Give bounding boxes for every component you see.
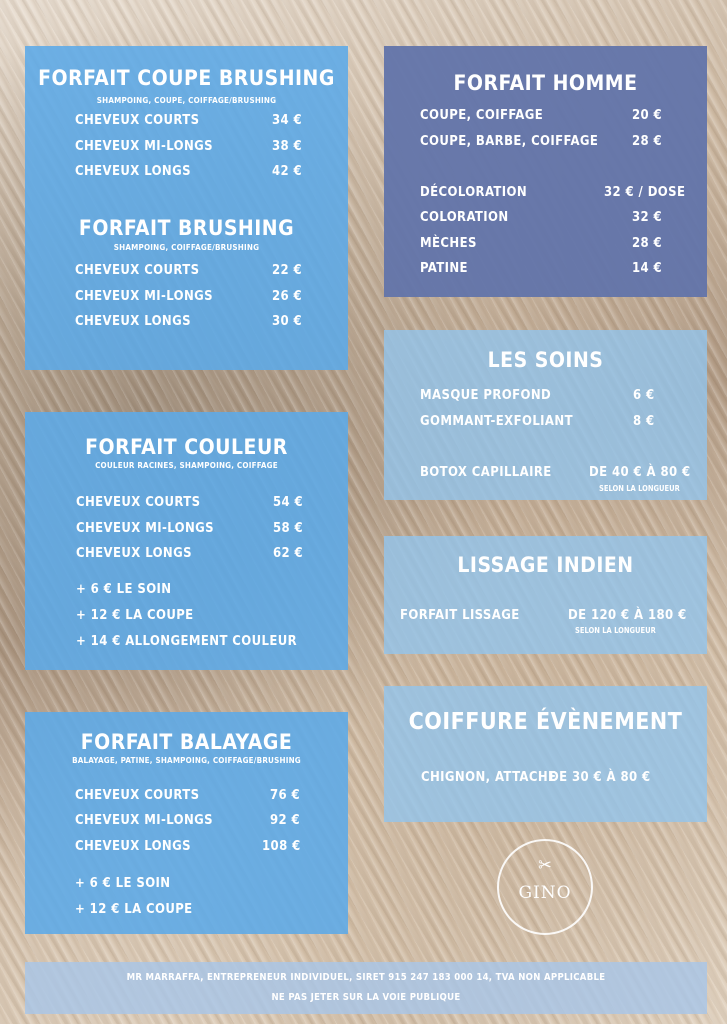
- price-value: 26 €: [272, 289, 303, 304]
- balayage-panel: [25, 712, 348, 934]
- price-label: CHEVEUX COURTS: [75, 113, 200, 128]
- extra-option: + 12 € LA COUPE: [76, 608, 194, 623]
- extra-option: + 6 € LE SOIN: [75, 876, 171, 891]
- price-label: FORFAIT LISSAGE: [400, 608, 520, 623]
- price-note: SELON LA LONGUEUR: [599, 484, 680, 493]
- extra-option: + 14 € ALLONGEMENT COULEUR: [76, 634, 298, 649]
- price-label: DÉCOLORATION: [420, 185, 528, 200]
- logo-text: GINO: [518, 883, 572, 903]
- lissage-panel: [384, 536, 707, 654]
- price-label: GOMMANT-EXFOLIANT: [420, 414, 573, 429]
- price-label: CHEVEUX MI-LONGS: [75, 289, 213, 304]
- price-label: CHEVEUX COURTS: [75, 263, 200, 278]
- price-label: CHEVEUX MI-LONGS: [76, 521, 214, 536]
- price-value: 34 €: [272, 113, 303, 128]
- evenement-panel: [384, 686, 707, 822]
- price-label: COLORATION: [420, 210, 509, 225]
- couleur-panel: [25, 412, 348, 670]
- price-value: 92 €: [270, 813, 301, 828]
- disposal-notice: NE PAS JETER SUR LA VOIE PUBLIQUE: [271, 992, 461, 1003]
- price-value: 14 €: [632, 261, 663, 276]
- homme-panel: [384, 46, 707, 297]
- section-title: FORFAIT BALAYAGE: [80, 730, 293, 754]
- price-label: CHIGNON, ATTACHE: [421, 770, 557, 785]
- price-label: CHEVEUX COURTS: [76, 495, 201, 510]
- price-value: 20 €: [632, 108, 663, 123]
- price-value: 6 €: [633, 388, 655, 403]
- price-value: 108 €: [262, 839, 301, 854]
- coupe-brushing-panel: [25, 46, 348, 370]
- price-value: 28 €: [632, 236, 663, 251]
- section-title: FORFAIT HOMME: [453, 71, 638, 95]
- price-value: DE 30 € À 80 €: [549, 770, 651, 785]
- section-title: FORFAIT BRUSHING: [78, 216, 295, 240]
- price-value: 76 €: [270, 788, 301, 803]
- price-label: COUPE, COIFFAGE: [420, 108, 544, 123]
- scissors-icon: ✂: [538, 855, 552, 876]
- price-value: 22 €: [272, 263, 303, 278]
- price-label: CHEVEUX LONGS: [75, 839, 191, 854]
- price-value: 8 €: [633, 414, 655, 429]
- legal-footer: [25, 962, 707, 1014]
- section-title: FORFAIT COUPE BRUSHING: [38, 66, 335, 90]
- price-value: 32 €: [632, 210, 663, 225]
- section-title: LES SOINS: [487, 348, 604, 372]
- price-label: BOTOX CAPILLAIRE: [420, 465, 552, 480]
- price-label: PATINE: [420, 261, 468, 276]
- price-label: MÈCHES: [420, 236, 477, 251]
- price-label: CHEVEUX MI-LONGS: [75, 813, 213, 828]
- section-title: LISSAGE INDIEN: [457, 553, 634, 577]
- salon-logo: [497, 839, 593, 935]
- section-subtitle: BALAYAGE, PATINE, SHAMPOING, COIFFAGE/BRUSHING: [72, 756, 301, 765]
- section-subtitle: COULEUR RACINES, SHAMPOING, COIFFAGE: [95, 461, 278, 470]
- price-value: 28 €: [632, 134, 663, 149]
- price-note: SELON LA LONGUEUR: [575, 626, 656, 635]
- price-value: 54 €: [273, 495, 304, 510]
- price-value: 38 €: [272, 139, 303, 154]
- legal-notice: MR MARRAFFA, ENTREPRENEUR INDIVIDUEL, SIRET 915 247 183 000 14, TVA NON APPLICABLE: [126, 972, 606, 983]
- price-value: DE 120 € À 180 €: [568, 608, 687, 623]
- price-value: 32 € / DOSE: [604, 185, 686, 200]
- soins-panel: [384, 330, 707, 500]
- price-value: 62 €: [273, 546, 304, 561]
- price-label: MASQUE PROFOND: [420, 388, 552, 403]
- price-label: CHEVEUX LONGS: [75, 314, 191, 329]
- price-value: 58 €: [273, 521, 304, 536]
- extra-option: + 12 € LA COUPE: [75, 902, 193, 917]
- price-value: 42 €: [272, 164, 303, 179]
- price-label: CHEVEUX LONGS: [76, 546, 192, 561]
- price-label: COUPE, BARBE, COIFFAGE: [420, 134, 599, 149]
- extra-option: + 6 € LE SOIN: [76, 582, 172, 597]
- section-subtitle: SHAMPOING, COIFFAGE/BRUSHING: [113, 243, 260, 252]
- section-subtitle: SHAMPOING, COUPE, COIFFAGE/BRUSHING: [96, 96, 277, 105]
- price-label: CHEVEUX COURTS: [75, 788, 200, 803]
- price-value: 30 €: [272, 314, 303, 329]
- section-title: COIFFURE ÉVÈNEMENT: [408, 709, 683, 735]
- price-label: CHEVEUX MI-LONGS: [75, 139, 213, 154]
- price-label: CHEVEUX LONGS: [75, 164, 191, 179]
- price-value: DE 40 € À 80 €: [589, 465, 691, 480]
- section-title: FORFAIT COULEUR: [85, 435, 288, 459]
